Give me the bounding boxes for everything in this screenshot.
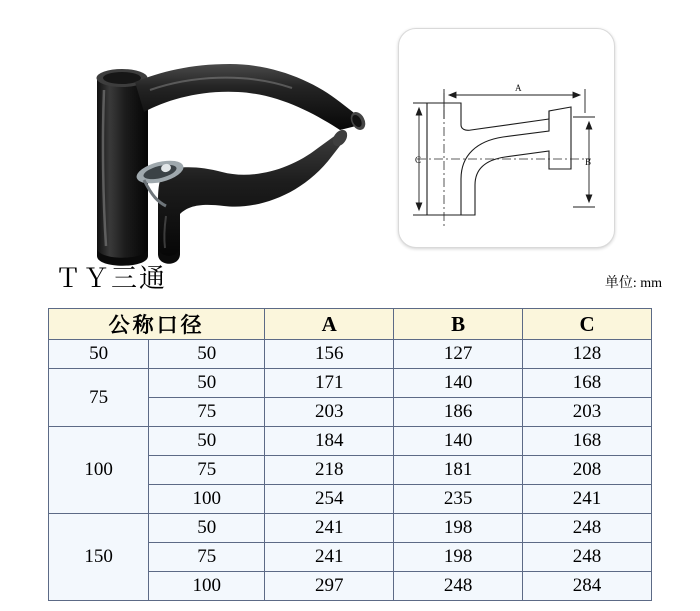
cell-nominal-diameter-minor: 50	[149, 369, 265, 398]
dimension-label-c: C	[415, 155, 422, 165]
spec-table	[48, 308, 652, 601]
cell-nominal-diameter-minor: 100	[149, 572, 265, 601]
cell-b: 235	[394, 485, 523, 514]
table-row	[49, 340, 652, 369]
cell-c: 203	[523, 398, 652, 427]
header-a: A	[265, 309, 394, 340]
cell-b: 140	[394, 427, 523, 456]
header-b: B	[394, 309, 523, 340]
cell-nominal-diameter-minor: 75	[149, 543, 265, 572]
header-nominal-diameter: 公称口径	[49, 309, 265, 340]
cell-c: 208	[523, 456, 652, 485]
cell-nominal-diameter-major: 50	[49, 340, 149, 369]
spec-table-head	[49, 309, 652, 340]
cell-a: 241	[265, 543, 394, 572]
cell-nominal-diameter-minor: 100	[149, 485, 265, 514]
header-c: C	[523, 309, 652, 340]
cell-nominal-diameter-major: 75	[49, 369, 149, 427]
cell-c: 248	[523, 514, 652, 543]
dimension-drawing	[399, 29, 614, 247]
cell-nominal-diameter-minor: 50	[149, 340, 265, 369]
cell-nominal-diameter-minor: 50	[149, 514, 265, 543]
cell-b: 248	[394, 572, 523, 601]
cell-b: 186	[394, 398, 523, 427]
cell-c: 168	[523, 369, 652, 398]
cell-a: 218	[265, 456, 394, 485]
cell-nominal-diameter-minor: 50	[149, 427, 265, 456]
table-row	[49, 514, 652, 543]
table-row	[49, 369, 652, 398]
spec-table-body	[49, 340, 652, 601]
cell-nominal-diameter-major: 100	[49, 427, 149, 514]
technical-drawing-card	[398, 28, 615, 248]
unit-note: 单位: mm	[604, 276, 662, 291]
dimension-label-b: B	[585, 157, 592, 167]
cell-a: 241	[265, 514, 394, 543]
cell-b: 198	[394, 543, 523, 572]
cell-c: 284	[523, 572, 652, 601]
table-header-row	[49, 309, 652, 340]
cell-a: 297	[265, 572, 394, 601]
cell-a: 254	[265, 485, 394, 514]
cell-nominal-diameter-minor: 75	[149, 398, 265, 427]
cell-c: 128	[523, 340, 652, 369]
cell-c: 168	[523, 427, 652, 456]
ty-tee-pipe-illustration	[40, 20, 390, 270]
cell-c: 241	[523, 485, 652, 514]
product-caption: ＴＹ三通	[55, 264, 168, 293]
cell-c: 248	[523, 543, 652, 572]
cell-a: 171	[265, 369, 394, 398]
cell-b: 181	[394, 456, 523, 485]
cell-b: 140	[394, 369, 523, 398]
cell-b: 198	[394, 514, 523, 543]
product-photo	[40, 20, 390, 270]
spec-table-wrapper	[48, 308, 652, 601]
dimension-label-a: A	[515, 83, 522, 93]
cell-a: 203	[265, 398, 394, 427]
cell-nominal-diameter-major: 150	[49, 514, 149, 601]
cell-nominal-diameter-minor: 75	[149, 456, 265, 485]
cell-a: 184	[265, 427, 394, 456]
cell-a: 156	[265, 340, 394, 369]
table-row	[49, 427, 652, 456]
cell-b: 127	[394, 340, 523, 369]
